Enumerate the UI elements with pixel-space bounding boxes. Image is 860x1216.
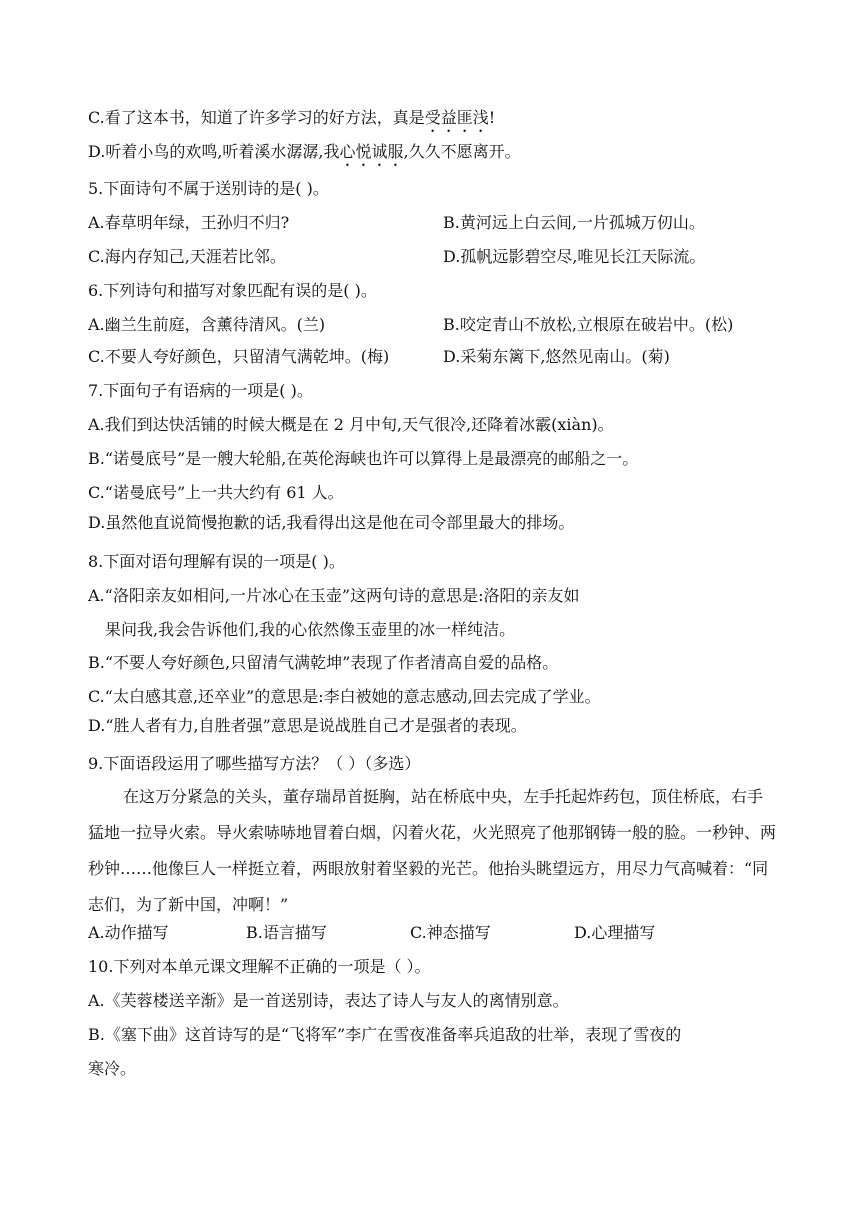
q7-stem: 7.下面句子有语病的一项是( )。 [88,381,313,400]
q9-option-a: A.动作描写 [88,923,169,942]
q6-option-c: C.不要人夸好颜色，只留清气满乾坤。(梅) [88,347,390,366]
q8-stem: 8.下面对语句理解有误的一项是( )。 [88,552,345,571]
q7-option-b: B.“诺曼底号”是一艘大轮船,在英伦海峡也许可以算得上是最漂亮的邮船之一。 [88,449,639,468]
q8-option-d: D.“胜人者有力,自胜者强”意思是说战胜自己才是强者的表现。 [88,716,527,735]
q9-option-b: B.语言描写 [246,923,327,942]
q10-option-b-line2: 寒冷。 [88,1059,137,1078]
q5-option-c: C.海内存知己,天涯若比邻。 [88,247,286,266]
q8-option-b: B.“不要人夸好颜色,只留清气满乾坤”表现了作者清高自爱的品格。 [88,653,559,672]
q10-stem: 10.下列对本单元课文理解不正确的一项是（ ）。 [88,957,431,976]
q6-stem: 6.下列诗句和描写对象匹配有误的是( )。 [88,281,377,300]
q4-option-c-pre: C.看了这本书，知道了许多学习的好方法，真是 [88,108,425,127]
q9-option-d: D.心理描写 [574,923,656,942]
q6-option-a: A.幽兰生前庭，含薰待清风。(兰) [88,315,326,334]
q5-stem: 5.下面诗句不属于送别诗的是( )。 [88,179,329,198]
q9-stem: 9.下面语段运用了哪些描写方法？（ ）（多选） [88,754,421,773]
q4-option-c-post: ! [488,108,496,127]
q5-option-a: A.春草明年绿，王孙归不归? [88,213,290,232]
q8-option-c: C.“太白感其意,还卒业”的意思是:李白被她的意志感动,回去完成了学业。 [88,687,601,706]
q7-option-a: A.我们到达快活铺的时候大概是在 2 月中旬,天气很冷,还降着冰霰(xiàn)。 [88,415,614,434]
q10-option-b-line1: B.《塞下曲》这首诗写的是“飞将军”李广在雪夜准备率兵追敌的壮举，表现了雪夜的 [88,1025,682,1044]
q7-option-c: C.“诺曼底号”上一共大约有 61 人。 [88,483,344,502]
q4-option-d-pre: D.听着小鸟的欢鸣,听着溪水潺潺,我 [88,142,340,161]
q6-option-d: D.采菊东篱下,悠然见南山。(菊) [443,347,670,366]
q6-option-b: B.咬定青山不放松,立根原在破岩中。(松) [443,315,734,334]
q4-option-c-dotted: 受益匪浅 [424,108,489,127]
q5-option-d: D.孤帆远影碧空尽,唯见长江天际流。 [443,247,706,266]
q9-passage: 在这万分紧急的关头，董存瑞昂首挺胸，站在桥底中央，左手托起炸药包，顶住桥底，右手猛地一拉导火索。导火索哧哧地冒着白烟，闪着火花，火光照亮了他那钢铸一般的脸。一秒钟、两秒钟……他像巨人一样挺立着，两眼放射着坚毅的光芒。他抬头眺望远方，用尽力气高喊着：“同志们，为了新中国，冲啊！” [88,787,777,914]
q9-option-c: C.神态描写 [410,923,491,942]
q4-option-d-post: ,久久不愿离开。 [403,142,521,161]
q4-option-d-dotted: 心悦诚服 [339,142,404,161]
q4-option-d [88,141,521,170]
q7-option-d: D.虽然他直说简慢抱歉的话,我看得出这是他在司令部里最大的排场。 [88,513,575,532]
q8-option-a-line1: A.“洛阳亲友如相问,一片冰心在玉壶”这两句诗的意思是:洛阳的亲友如 [88,586,580,605]
q5-option-b: B.黄河远上白云间,一片孤城万仞山。 [443,213,705,232]
q4-option-c [88,107,495,136]
q8-option-a-line2: 果问我,我会告诉他们,我的心依然像玉壶里的冰一样纯洁。 [105,620,516,639]
q10-option-a: A.《芙蓉楼送辛渐》是一首送别诗，表达了诗人与友人的离情别意。 [88,991,569,1010]
